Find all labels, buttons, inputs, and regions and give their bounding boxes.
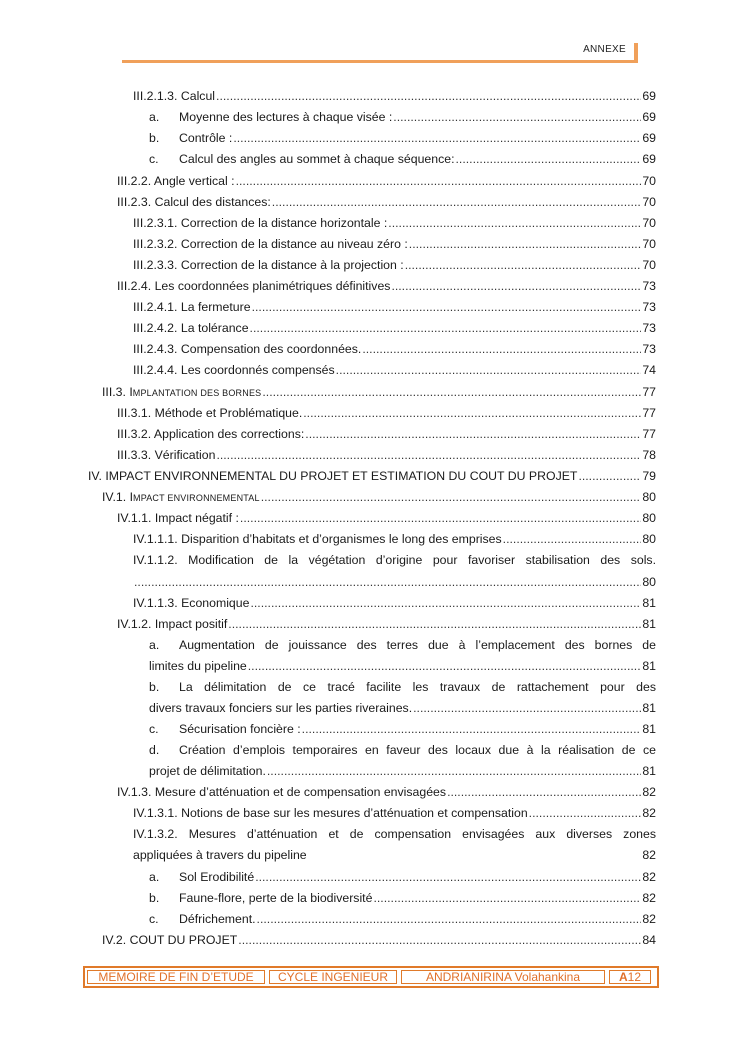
toc-entry[interactable]: IV.2. COUT DU PROJET ..... 84	[102, 932, 656, 948]
toc-entry[interactable]: c. Défrichement. ..... 82	[149, 911, 656, 927]
footer-memoire: MEMOIRE DE FIN D’ETUDE	[87, 970, 265, 984]
toc-entry[interactable]: b. Faune-flore, perte de la biodiversité ..... 82	[149, 890, 656, 906]
toc-entry[interactable]: III.3.2. Application des corrections: ..... 77	[117, 426, 656, 442]
toc-entry[interactable]: a. Augmentation de jouissance des terres due à l’emplacement des bornes de	[149, 638, 656, 652]
toc-entry-continuation[interactable]: projet de délimitation. ..... 81	[149, 763, 656, 779]
toc-entry[interactable]: III.2.1.3. Calcul ..... 69	[133, 88, 656, 104]
toc-entry[interactable]: IV.1. IMPACT ENVIRONNEMENTAL ..... 80	[102, 489, 656, 506]
toc-entry[interactable]: III.2.2. Angle vertical : ..... 70	[117, 173, 656, 189]
toc-entry[interactable]: III.2.4. Les coordonnées planimétriques définitives ..... 73	[117, 278, 656, 294]
toc-entry[interactable]: IV.1.2. Impact positif ..... 81	[117, 616, 656, 632]
footer-page-number	[609, 970, 651, 984]
footer-author: ANDRIANIRINA Volahankina	[401, 970, 605, 984]
toc-entry[interactable]: III.2.4.1. La fermeture ..... 73	[133, 299, 656, 315]
toc-entry[interactable]: III.2.4.4. Les coordonnés compensés ..... 74	[133, 362, 656, 378]
footer-page-num: 12	[627, 970, 642, 984]
toc-entry[interactable]: IV.1.1.2. Modification de la végétation d’origine pour favoriser stabilisation des sols.	[133, 553, 656, 567]
toc-entry[interactable]: III.2.3.1. Correction de la distance horizontale : ..... 70	[133, 215, 656, 231]
toc-entry[interactable]: IV.1.3.1. Notions de base sur les mesures d’atténuation et compensation ..... 82	[133, 805, 656, 821]
toc-entry[interactable]: IV.1.1.1. Disparition d’habitats et d’organismes le long des emprises ..... 80	[133, 531, 656, 547]
toc-entry[interactable]: III.2.4.3. Compensation des coordonnées. ..... 73	[133, 341, 656, 357]
header-label: ANNEXE	[583, 44, 626, 55]
toc-entry-continuation[interactable]: limites du pipeline ..... 81	[149, 658, 656, 674]
footer-cycle: CYCLE INGENIEUR	[269, 970, 397, 984]
toc-entry[interactable]: IV. IMPACT ENVIRONNEMENTAL DU PROJET ET ESTIMATION DU COUT DU PROJET ..... 79	[88, 468, 656, 484]
toc-entry[interactable]: III.3. IMPLANTATION DES BORNES ..... 77	[102, 384, 656, 401]
toc-entry[interactable]: d. Création d’emplois temporaires en faveur des locaux due à la réalisation de ce	[149, 743, 656, 757]
toc-entry[interactable]: a. Moyenne des lectures à chaque visée : ..... 69	[149, 109, 656, 125]
toc-entry[interactable]: c. Calcul des angles au sommet à chaque séquence: ..... 69	[149, 151, 656, 167]
toc-entry[interactable]: III.2.3.3. Correction de la distance à la projection : ..... 70	[133, 257, 656, 273]
toc-entry[interactable]: III.2.3.2. Correction de la distance au niveau zéro : ..... 70	[133, 236, 656, 252]
toc-entry[interactable]: III.3.3. Vérification ..... 78	[117, 447, 656, 463]
toc-entry[interactable]: IV.1.1.3. Economique ..... 81	[133, 595, 656, 611]
toc-entry[interactable]: a. Sol Erodibilité ..... 82	[149, 869, 656, 885]
toc-entry[interactable]: III.2.3. Calcul des distances: ..... 70	[117, 194, 656, 210]
header-rule	[122, 60, 636, 63]
toc-entry[interactable]: b. Contrôle : ..... 69	[149, 130, 656, 146]
page-footer	[83, 966, 659, 988]
toc-entry[interactable]: IV.1.3.2. Mesures d’atténuation et de compensation envisagées aux diverses zones	[133, 827, 656, 841]
toc-entry-continuation[interactable]: ..... 80	[133, 574, 656, 590]
toc-entry[interactable]: c. Sécurisation foncière : ..... 81	[149, 721, 656, 737]
footer-page-prefix: A	[618, 970, 628, 984]
toc-entry[interactable]: b. La délimitation de ce tracé facilite les travaux de rattachement pour des	[149, 680, 656, 694]
toc-entry-continuation[interactable]: appliquées à travers du pipeline 82	[133, 848, 656, 862]
toc-entry[interactable]: III.2.4.2. La tolérance ..... 73	[133, 320, 656, 336]
toc-entry[interactable]: III.3.1. Méthode et Problématique. ..... 77	[117, 405, 656, 421]
toc-entry[interactable]: IV.1.3. Mesure d’atténuation et de compensation envisagées ..... 82	[117, 784, 656, 800]
toc-entry-continuation[interactable]: divers travaux fonciers sur les parties riveraines. ..... 81	[149, 700, 656, 716]
header-tick	[634, 43, 638, 63]
toc-entry[interactable]: IV.1.1. Impact négatif : ..... 80	[117, 510, 656, 526]
